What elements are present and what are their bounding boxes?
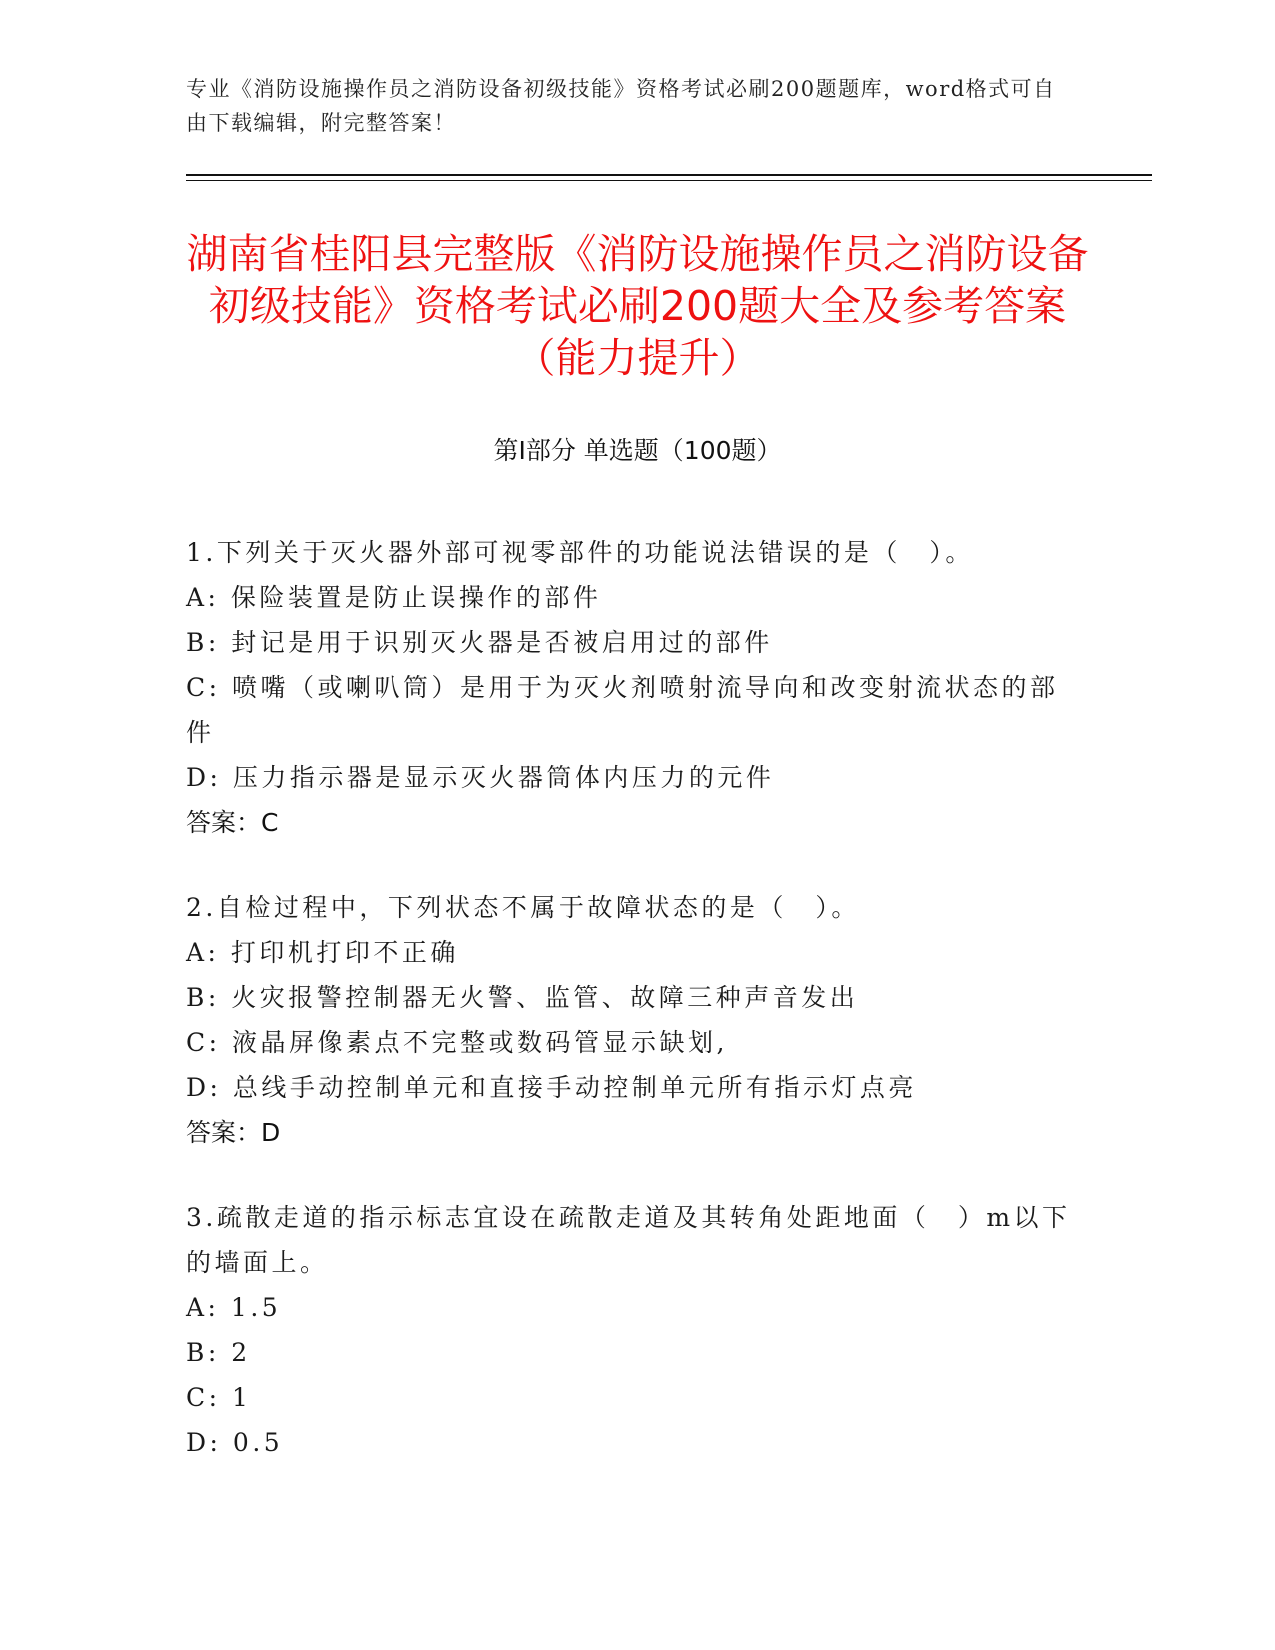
option-b: B: 2 (186, 1338, 251, 1367)
option-c: C: 喷嘴（或喇叭筒）是用于为灭火剂喷射流导向和改变射流状态的部件 (186, 673, 1059, 747)
option-a: A: 保险装置是防止误操作的部件 (186, 583, 602, 612)
question-stem: 2.自检过程中，下列状态不属于故障状态的是（ ）。 (186, 893, 860, 922)
option-d: D: 总线手动控制单元和直接手动控制单元所有指示灯点亮 (186, 1073, 917, 1102)
question-3 (186, 1195, 1086, 1465)
question-stem: 3.疏散走道的指示标志宜设在疏散走道及其转角处距地面（ ）m以下的墙面上。 (186, 1203, 1071, 1277)
document-title: 湖南省桂阳县完整版《消防设施操作员之消防设备初级技能》资格考试必刷200题大全及参考答案（能力提升） (186, 230, 1089, 382)
option-b: B: 封记是用于识别灭火器是否被启用过的部件 (186, 628, 773, 657)
answer: 答案：D (186, 1118, 281, 1147)
header-divider-thin (186, 180, 1152, 181)
question-1 (186, 530, 1086, 845)
option-a: A: 打印机打印不正确 (186, 938, 459, 967)
option-c: C: 液晶屏像素点不完整或数码管显示缺划, (186, 1028, 728, 1057)
answer: 答案：C (186, 808, 279, 837)
question-stem: 1.下列关于灭火器外部可视零部件的功能说法错误的是（ ）。 (186, 538, 974, 567)
option-d: D: 0.5 (186, 1428, 284, 1457)
option-b: B: 火灾报警控制器无火警、监管、故障三种声音发出 (186, 983, 859, 1012)
question-2 (186, 885, 1086, 1155)
section-title: 第Ⅰ部分 单选题（100题） (493, 436, 782, 465)
header-divider-thick (186, 174, 1152, 176)
option-c: C: 1 (186, 1383, 252, 1412)
option-d: D: 压力指示器是显示灭火器筒体内压力的元件 (186, 763, 775, 792)
option-a: A: 1.5 (186, 1293, 282, 1322)
question-list (186, 530, 1086, 1505)
header-note: 专业《消防设施操作员之消防设备初级技能》资格考试必刷200题题库，word格式可自由下载编辑，附完整答案！ (186, 77, 1056, 135)
